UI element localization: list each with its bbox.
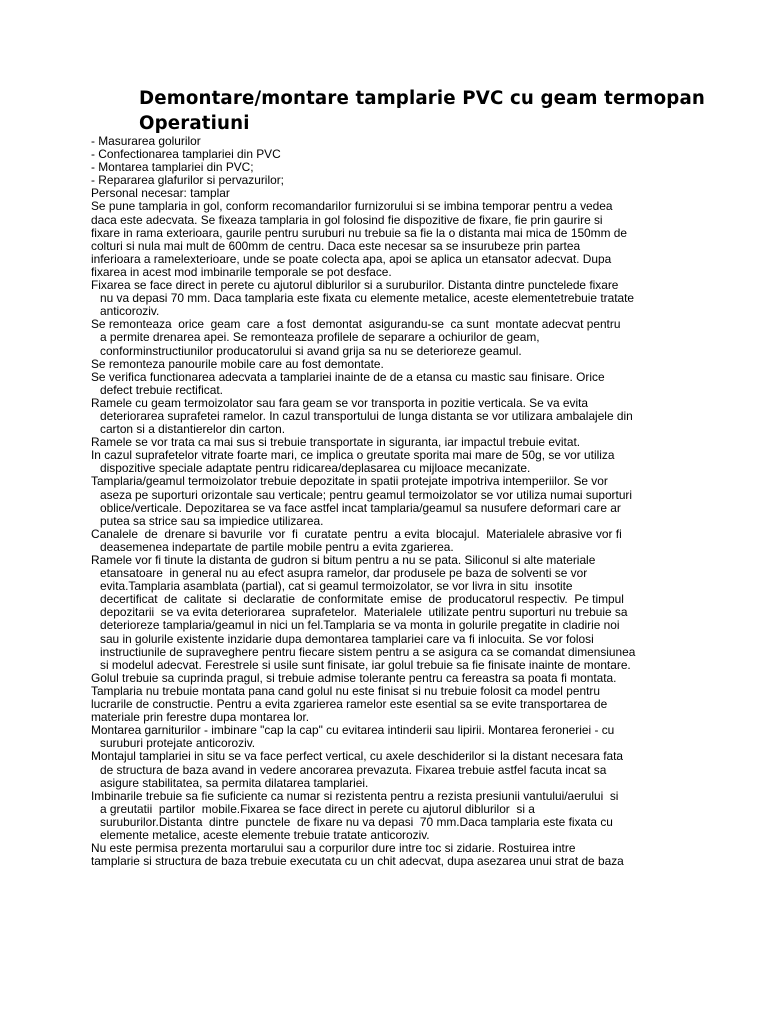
- text-line: asigure stabilitatea, sa permita dilatarea tamplariei.: [100, 775, 369, 790]
- text-line: etansatoare in general nu au efect asupra ramelor, dar produsele pe baza de solventi se vor: [100, 566, 588, 581]
- text-line: materiale prin ferestre dupa montarea lor.: [91, 710, 310, 725]
- text-line: a greutatii partilor mobile.Fixarea se face direct in perete cu ajutorul diblurilor si a: [100, 801, 535, 816]
- text-line: defect trebuie rectificat.: [100, 382, 223, 397]
- document-body: [91, 135, 681, 868]
- text-line: deasemenea indepartate de partile mobile pentru a evita zgarierea.: [100, 539, 454, 554]
- text-line: evita.Tamplaria asamblata (partial), cat si geamul termoizolator, se vor livra in situ insotite: [100, 579, 573, 594]
- text-line: Canalele de drenare si bavurile vor fi curatate pentru a evita blocajul. Materialele abrasive vor fi: [91, 526, 622, 541]
- text-line: elemente metalice, aceste elemente trebuie tratate anticoroziv.: [100, 827, 430, 842]
- text-line: depozitarii se va evita deteriorarea suprafetelor. Materialele utilizate pentru suporturi nu trebuie sa: [100, 605, 628, 620]
- text-line: - Confectionarea tamplariei din PVC: [91, 147, 281, 162]
- text-line: Ramele se vor trata ca mai sus si trebuie transportate in siguranta, iar impactul trebuie evitat.: [91, 435, 581, 450]
- text-line: - Masurarea golurilor: [91, 134, 201, 148]
- text-line: nu va depasi 70 mm. Daca tamplaria este fixata cu elemente metalice, aceste elementetrebuie tratate: [100, 291, 635, 306]
- text-line: fixarea in acest mod imbinarile temporale se pot desface.: [91, 264, 392, 279]
- text-line: dispozitive speciale adaptate pentru ridicarea/deplasarea cu mijloace mecanizate.: [100, 461, 531, 476]
- text-line: colturi si nula mai mult de 600mm de centru. Daca este necesar sa se insurubeze prin partea: [91, 238, 581, 253]
- text-line: suruburilor.Distanta dintre punctele de fixare nu va depasi 70 mm.Daca tamplaria este fixata cu: [100, 814, 613, 829]
- title-line-2: Operatiuni: [139, 113, 250, 134]
- title-line-1: Demontare/montare tamplarie PVC cu geam termopan: [139, 88, 705, 109]
- text-line: Montajul tamplariei in situ se va face perfect vertical, cu axele deschiderilor si la distant necesara fata: [91, 749, 624, 764]
- text-line: decertificat de calitate si declaratie de conformitate emise de producatorul respectiv. Pe timpul: [100, 592, 624, 607]
- text-line: Se pune tamplaria in gol, conform recomandarilor furnizorului si se imbina temporar pentru a vedea: [91, 199, 613, 214]
- text-line: Nu este permisa prezenta mortarului sau a corpurilor dure intre toc si zidarie. Rostuirea intre: [91, 841, 576, 856]
- text-line: a permite drenarea apei. Se remonteaza profilele de separare a ochiurilor de geam,: [100, 330, 540, 345]
- text-line: deteriorarea suprafetei ramelor. In cazul transportului de lunga distanta se vor utilizara ambalajele din: [100, 408, 633, 423]
- text-line: tamplarie si structura de baza trebuie executata cu un chit adecvat, dupa asezarea unui strat de baza: [91, 854, 624, 869]
- text-line: sau in golurile existente inzidarie dupa demontarea tamplariei care va fi inlocuita. Se vor folosi: [100, 631, 594, 646]
- text-line: inferioara a ramelexterioare, unde se poate colecta apa, apoi se aplica un etansator adecvat. Dupa: [91, 251, 612, 266]
- text-line: carton si a distantierelor din carton.: [100, 422, 286, 437]
- text-line: Tamplaria nu trebuie montata pana cand golul nu este finisat si nu trebuie folosit ca model pentru: [91, 683, 600, 698]
- text-line: conforminstructiunilor producatorului si avand grija sa nu se deterioreze geamul.: [100, 343, 522, 358]
- text-line: instructiunile de supraveghere pentru fiecare sistem pentru a se asigura ca se comandat dimensiunea: [100, 644, 636, 659]
- text-line: de structura de baza avand in vedere ancorarea prevazuta. Fixarea trebuie astfel facuta incat sa: [100, 762, 607, 777]
- text-line: Ramele vor fi tinute la distanta de gudron si bitum pentru a nu se pata. Siliconul si alte materiale: [91, 553, 596, 567]
- document-title: [139, 86, 759, 136]
- text-line: anticoroziv.: [100, 304, 160, 319]
- text-line: Se remonteaza orice geam care a fost demontat asigurandu-se ca sunt montate adecvat pentru: [91, 317, 621, 332]
- text-line: oblice/verticale. Depozitarea se va face astfel incat tamplaria/geamul sa nusufere deformari care ar: [100, 500, 621, 515]
- text-line: Ramele cu geam termoizolator sau fara geam se vor transporta in pozitie verticala. Se va evita: [91, 395, 588, 410]
- text-line: daca este adecvata. Se fixeaza tamplaria in gol folosind fie dispozitive de fixare, fie prin gaurire si: [91, 212, 603, 227]
- text-line: Fixarea se face direct in perete cu ajutorul diblurilor si a suruburilor. Distanta dintre punctelede fixare: [91, 278, 619, 293]
- text-line: lucrarile de constructie. Pentru a evita zgarierea ramelor este esential sa se evite transportarea de: [91, 697, 608, 712]
- text-line: deterioreze tamplaria/geamul in nici un fel.Tamplaria se va monta in golurile pregatite in cladirie noi: [100, 618, 620, 633]
- text-line: si modelul adecvat. Ferestrele si usile sunt finisate, iar golul trebuie sa fie finisate inainte de montare.: [100, 657, 631, 672]
- text-line: aseza pe suporturi orizontale sau verticale; pentru geamul termoizolator se vor utiliza numai suporturi: [100, 487, 633, 502]
- text-line: In cazul suprafetelor vitrate foarte mari, ce implica o greutate sporita mai mare de 50g, se vor utiliza: [91, 448, 615, 463]
- text-line: Imbinarile trebuie sa fie suficiente ca numar si rezistenta pentru a rezista presiunii vantului/aerului si: [91, 788, 619, 803]
- text-line: suruburi protejate anticoroziv.: [100, 736, 256, 751]
- text-line: Se verifica functionarea adecvata a tamplariei inainte de de a etansa cu mastic sau finisare. Orice: [91, 369, 605, 384]
- text-line: fixare in rama exterioara, gaurile pentru suruburi nu trebuie sa fie la o distanta mai mica de 150mm de: [91, 225, 628, 240]
- text-line: Se remonteza panourile mobile care au fost demontate.: [91, 356, 384, 371]
- text-line: putea sa strice sau sa impiedice utilizarea.: [100, 513, 324, 528]
- text-line: Tamplaria/geamul termoizolator trebuie depozitate in spatii protejate impotriva intemperiilor. Se vor: [91, 474, 608, 489]
- text-line: Personal necesar: tamplar: [91, 186, 230, 201]
- text-line: - Repararea glafurilor si pervazurilor;: [91, 173, 284, 188]
- text-line: Montarea garniturilor - imbinare "cap la cap" cu evitarea intinderii sau lipirii. Montarea feroneriei - cu: [91, 723, 615, 738]
- text-line: Golul trebuie sa cuprinda pragul, si trebuie admise tolerante pentru ca fereastra sa poata fi montata.: [91, 670, 617, 685]
- text-line: - Montarea tamplariei din PVC;: [91, 160, 254, 175]
